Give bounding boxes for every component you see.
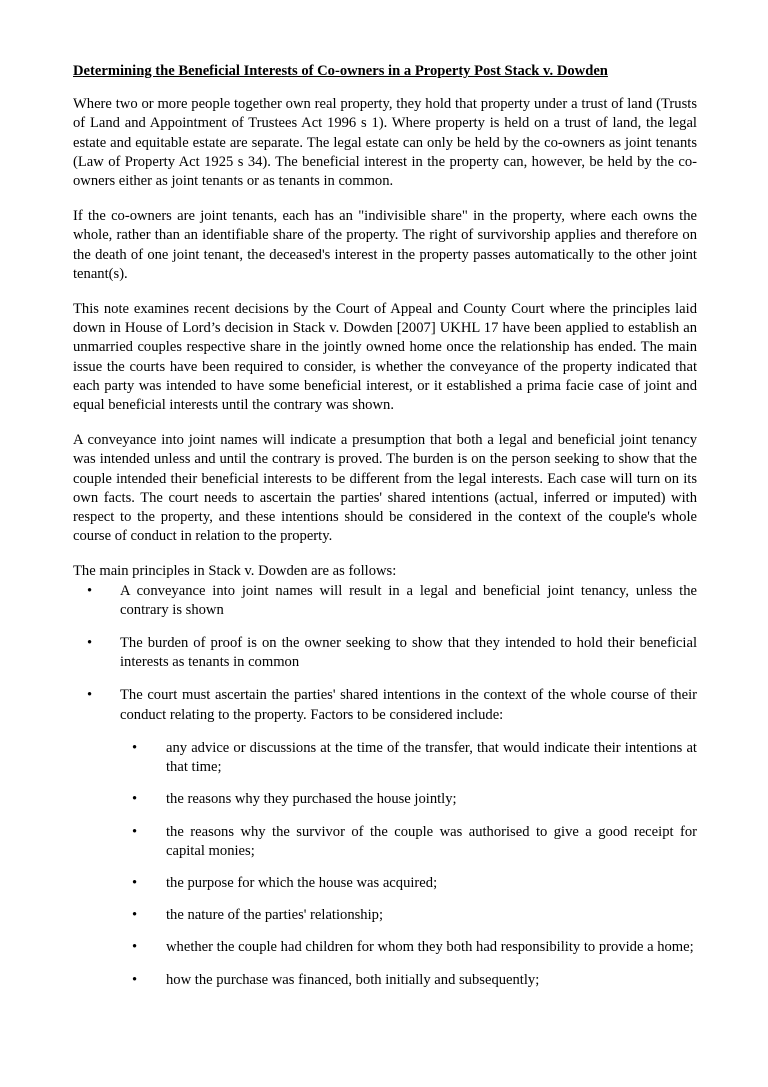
factor-text: the reasons why the survivor of the couple was authorised to give a good receipt for capital monies; <box>166 823 697 859</box>
list-item <box>120 971 697 990</box>
bullet-icon: • <box>87 635 93 652</box>
factor-text: how the purchase was financed, both initially and subsequently; <box>166 971 540 988</box>
principle-text: The burden of proof is on the owner seeking to show that they intended to hold their beneficial interests as tenants in common <box>120 635 697 671</box>
bullet-icon: • <box>132 907 138 924</box>
list-item <box>73 634 697 672</box>
bullet-icon: • <box>132 874 138 891</box>
bullet-icon: • <box>132 971 138 988</box>
list-item <box>120 906 697 925</box>
bullet-icon: • <box>87 687 93 704</box>
list-item <box>120 823 697 861</box>
factor-text: the purpose for which the house was acquired; <box>166 874 438 891</box>
paragraph-trust-of-land: Where two or more people together own real property, they hold that property under a trust of land (Trusts of Land and Appointment of Trustees Act 1996 s 1). Where property is held on a trust of land, the legal estate and equitable estate are separate. The legal estate can only be held by the co-owners as joint tenants (Law of Property Act 1925 s 34). The beneficial interest in the property can, however, be held by the co-owners either as joint tenants or as tenants in common. <box>73 96 697 190</box>
list-item <box>120 739 697 777</box>
list-item <box>73 582 697 620</box>
document-title: Determining the Beneficial Interests of Co-owners in a Property Post Stack v. Dowden <box>73 63 608 79</box>
factor-text: whether the couple had children for whom they both had responsibility to provide a home; <box>166 939 694 956</box>
list-item <box>73 686 697 989</box>
document-page <box>73 62 697 1004</box>
bullet-icon: • <box>132 823 138 840</box>
list-item <box>120 938 697 957</box>
principles-list <box>73 582 697 990</box>
principles-intro: The main principles in Stack v. Dowden are as follows: <box>73 563 397 580</box>
bullet-icon: • <box>132 791 138 808</box>
bullet-icon: • <box>87 582 93 599</box>
factor-text: the reasons why they purchased the house jointly; <box>166 791 457 808</box>
principle-text: A conveyance into joint names will result in a legal and beneficial joint tenancy, unless the contrary is shown <box>120 582 697 618</box>
list-item <box>120 874 697 893</box>
factor-text: the nature of the parties' relationship; <box>166 907 384 924</box>
principle-text: The court must ascertain the parties' shared intentions in the context of the whole course of their conduct relating to the property. Factors to be considered include: <box>120 687 697 723</box>
factor-text: any advice or discussions at the time of the transfer, that would indicate their intentions at that time; <box>166 739 697 776</box>
factors-list <box>120 739 697 990</box>
list-item <box>120 790 697 809</box>
paragraph-joint-tenants: If the co-owners are joint tenants, each has an "indivisible share" in the property, where each owns the whole, rather than an identifiable share of the property. The right of survivorship applies and therefore on the death of one joint tenant, the deceased's interest in the property passes automatically to the other joint tenant(s). <box>73 208 697 282</box>
bullet-icon: • <box>132 739 138 756</box>
bullet-icon: • <box>132 939 138 956</box>
paragraph-conveyance-presumption: A conveyance into joint names will indicate a presumption that both a legal and beneficial joint tenancy was intended unless and until the contrary is proved. The burden is on the person seeking to show that the couple intended their beneficial interests to be different from the legal interests. Each case will turn on its own facts. The court needs to ascertain the parties' shared intentions (actual, inferred or imputed) with respect to the property, and these intentions should be considered in the context of the couple's whole course of conduct in relation to the property. <box>73 432 697 545</box>
paragraph-note-scope: This note examines recent decisions by the Court of Appeal and County Court where the principles laid down in House of Lord’s decision in Stack v. Dowden [2007] UKHL 17 have been applied to establish an unmarried couples respective share in the jointly owned home once the relationship has ended. The main issue the courts have been required to consider, is whether the conveyance of the property indicated that each party was intended to have some beneficial interest, or it established a prima facie case of joint and equal beneficial interests until the contrary was shown. <box>73 301 697 414</box>
